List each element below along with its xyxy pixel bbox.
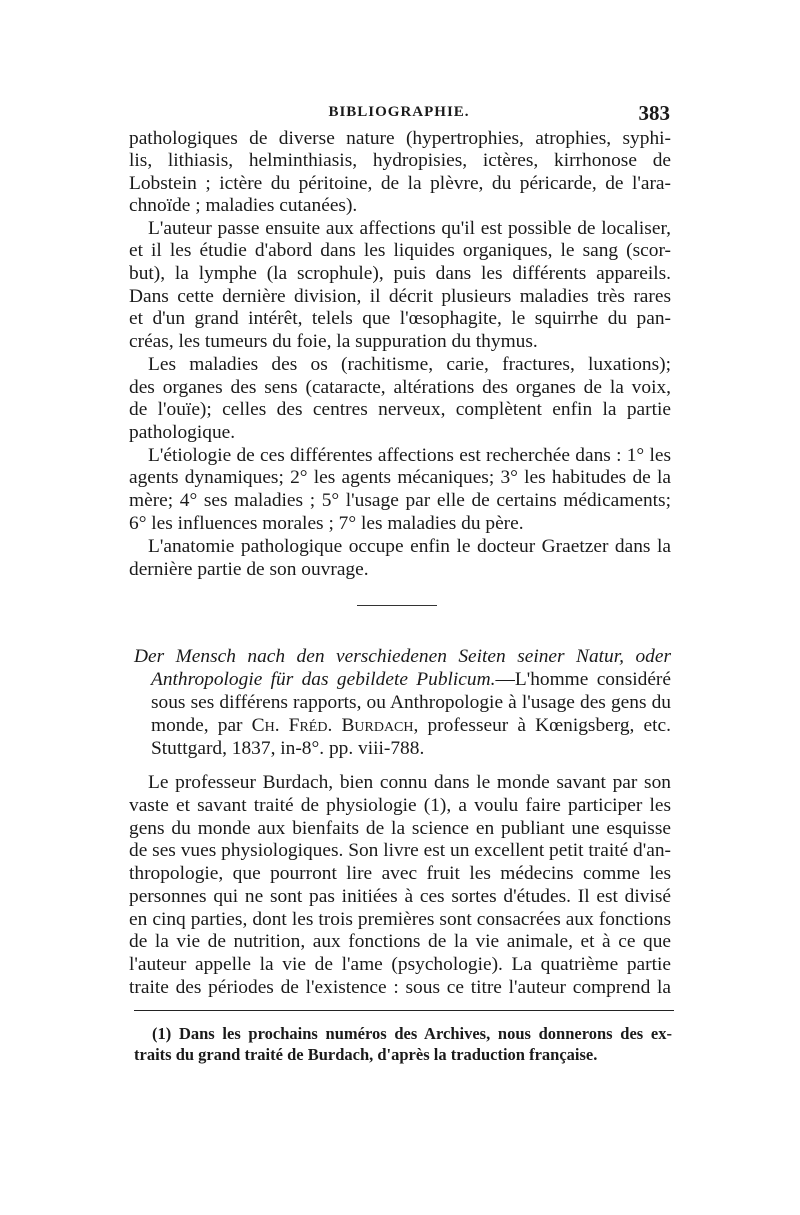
text-line: en cinq parties, dont les trois premières sont consacrées aux fonctions [129, 909, 671, 930]
text-line: thropologie, que pourront lire avec fruit les médecins comme les [129, 863, 671, 884]
text-line: pathologiques de diverse nature (hypertrophies, atrophies, syphi- [129, 128, 671, 149]
text-line: de ses vues physiologiques. Son livre est un excellent petit traité d'an- [129, 840, 672, 861]
text-line: lis, lithiasis, helminthiasis, hydropisies, ictères, kirrhonose de [129, 150, 671, 171]
page-number: 383 [638, 101, 670, 125]
text-line: personnes qui ne sont pas initiées à ces sortes d'études. Il est divisé [129, 886, 671, 907]
reference-line: monde, par Ch. Fréd. Burdach, professeur à Kœnigsberg, etc. [151, 715, 671, 736]
text-line: et il les étudie d'abord dans les liquides organiques, le sang (scor- [129, 240, 671, 261]
footnote-line: traits du grand traité de Burdach, d'après la traduction française. [134, 1045, 598, 1064]
text-line: mère; 4° ses maladies ; 5° l'usage par elle de certains médicaments; [129, 490, 671, 511]
running-head-title: BIBLIOGRAPHIE. [328, 104, 470, 120]
running-head [128, 101, 670, 126]
reference-title-cont: Anthropologie für das gebildete Publicum. [151, 669, 496, 690]
text-line: Les maladies des os (rachitisme, carie, fractures, luxations); [148, 354, 671, 375]
text-line: traite des périodes de l'existence : sous ce titre l'auteur comprend la [129, 977, 671, 998]
reference-translation: —L'homme considéré [495, 669, 671, 690]
text-line: créas, les tumeurs du foie, la suppuration du thymus. [129, 331, 538, 352]
footnote-rule [134, 1010, 674, 1011]
text-line: de la vie de nutrition, aux fonctions de la vie animale, et à ce que [129, 931, 671, 952]
text-line: des organes des sens (cataracte, altérations des organes de la voix, [129, 377, 671, 398]
text-line: gens du monde aux bienfaits de la science en publiant une esquisse [129, 818, 671, 839]
text-line: L'étiologie de ces différentes affections est recherchée dans : 1° les [148, 445, 671, 466]
text-line: agents dynamiques; 2° les agents mécaniques; 3° les habitudes de la [129, 467, 671, 488]
text-line: L'auteur passe ensuite aux affections qu'il est possible de localiser, [148, 218, 671, 239]
text-line: Lobstein ; ictère du péritoine, de la plèvre, du péricarde, de l'ara- [129, 173, 671, 194]
text-line: de l'ouïe); celles des centres nerveux, complètent enfin la partie [129, 399, 671, 420]
reference-title-line [134, 646, 671, 668]
footnote-line: (1) Dans les prochains numéros des Archives, nous donnerons des ex- [152, 1024, 672, 1043]
reference-title: Der Mensch nach den verschiedenen Seiten seiner Natur, oder [134, 646, 671, 667]
reference-line [151, 669, 671, 691]
reference-imprint: Stuttgard, 1837, in-8°. pp. viii-788. [151, 738, 425, 759]
text-line: dernière partie de son ouvrage. [129, 559, 369, 580]
section-separator [357, 605, 437, 606]
text-line: l'auteur appelle la vie de l'ame (psychologie). La quatrième partie [129, 954, 671, 975]
text-line: L'anatomie pathologique occupe enfin le docteur Graetzer dans la [148, 536, 671, 557]
text-line: Le professeur Burdach, bien connu dans le monde savant par son [148, 772, 671, 793]
text-line: vaste et savant traité de physiologie (1), a voulu faire participer les [129, 795, 671, 816]
text-line: chnoïde ; maladies cutanées). [129, 195, 358, 216]
text-line: et d'un grand intérêt, telels que l'œsophagite, le squirrhe du pan- [129, 308, 671, 329]
text-line: pathologique. [129, 422, 236, 443]
text-line: Dans cette dernière division, il décrit plusieurs maladies très rares [129, 286, 671, 307]
reference-line: sous ses différens rapports, ou Anthropologie à l'usage des gens du [151, 692, 671, 713]
text-line: 6° les influences morales ; 7° les maladies du père. [129, 513, 524, 534]
author-name: Ch. Fréd. Burdach [251, 715, 414, 736]
text-line: but), la lymphe (la scrophule), puis dans les différents appareils. [129, 263, 671, 284]
